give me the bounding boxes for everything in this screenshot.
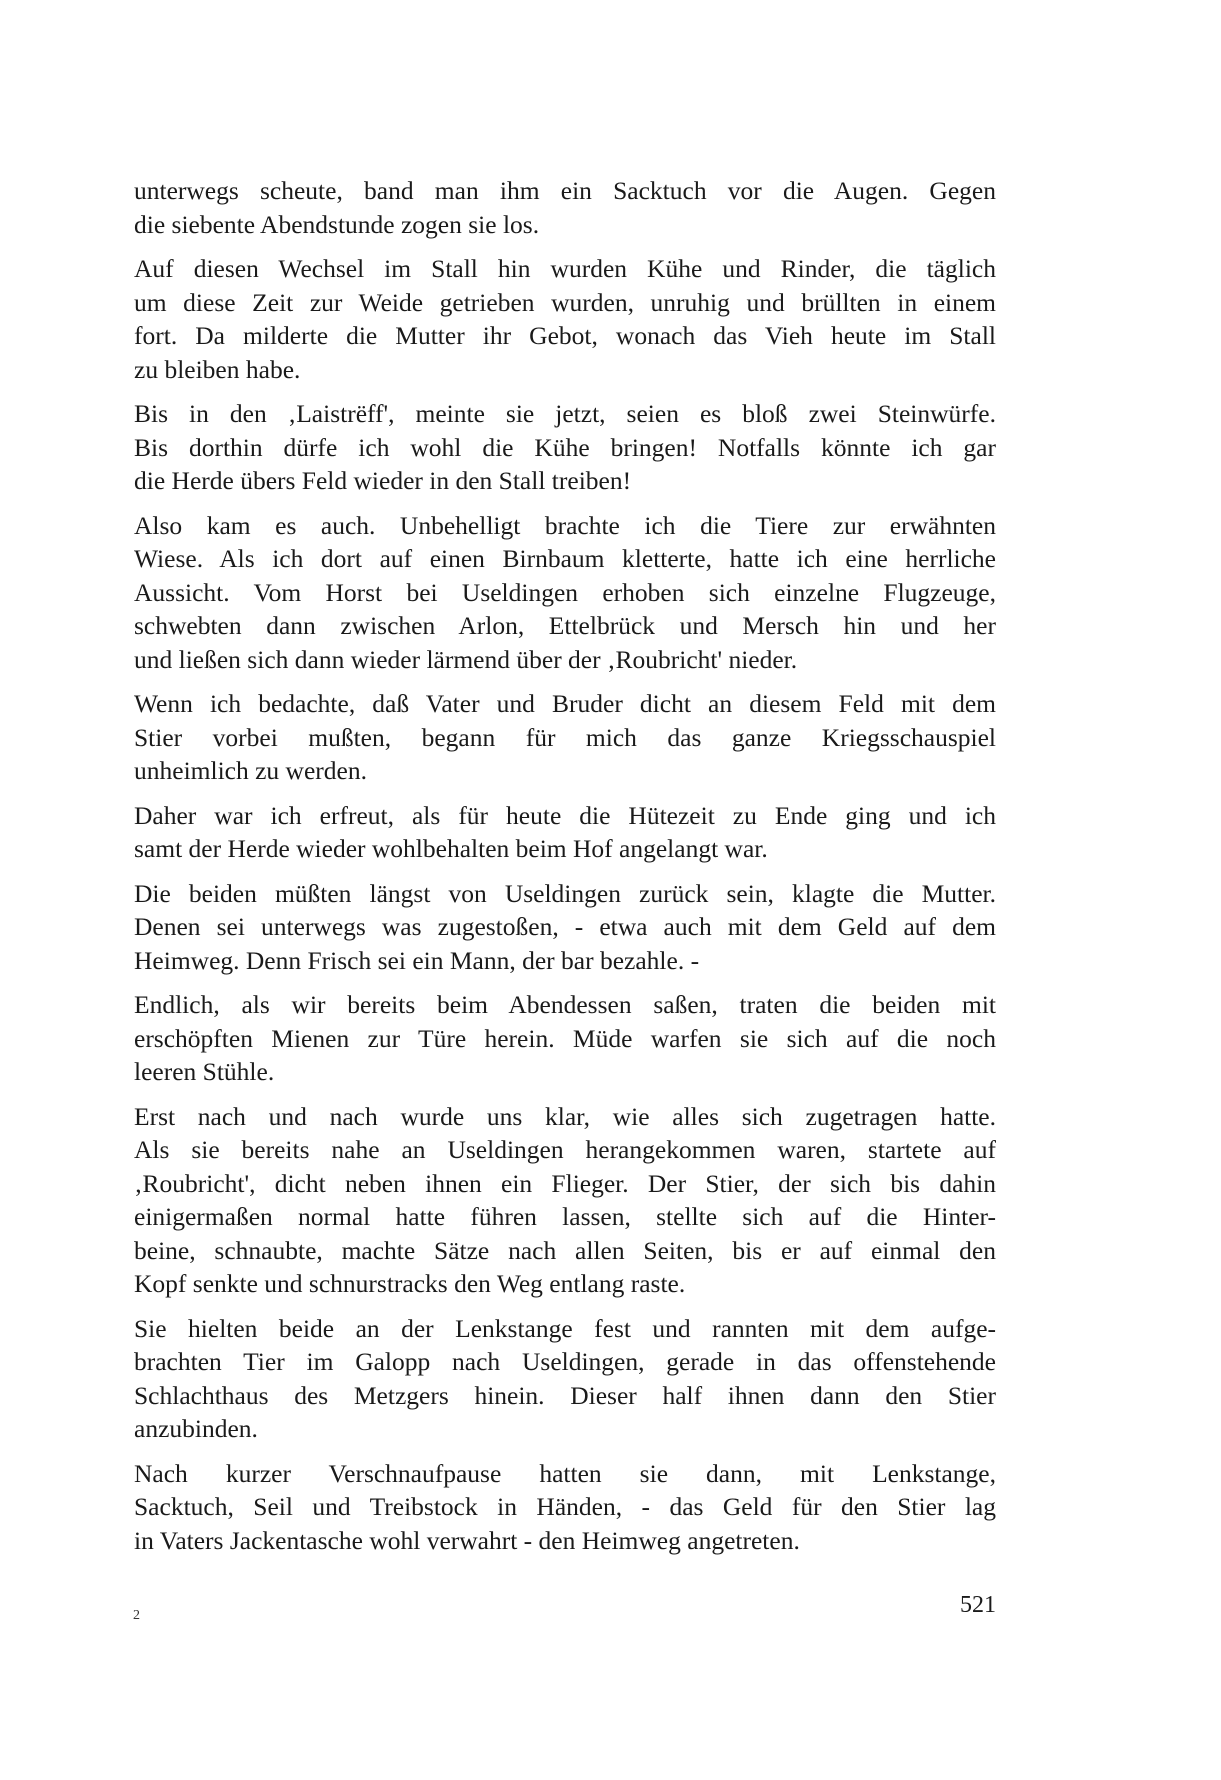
text-line: Heimweg. Denn Frisch sei ein Mann, der bar bezahle. - [134, 945, 700, 975]
paragraph [134, 988, 996, 1089]
text-line: in Vaters Jackentasche wohl verwahrt - den Heimweg angetreten. [134, 1525, 800, 1555]
text-line: Aussicht. Vom Horst bei Useldingen erhoben sich einzelne Flugzeuge, [134, 577, 996, 607]
text-line: Also kam es auch. Unbehelligt brachte ich die Tiere zur erwähnten [134, 510, 996, 540]
text-line: Denen sei unterwegs was zugestoßen, - etwa auch mit dem Geld auf dem [134, 912, 996, 941]
margin-mark: 2 [133, 1608, 140, 1623]
text-line: Schlachthaus des Metzgers hinein. Dieser half ihnen dann den Stier [134, 1380, 996, 1410]
text-line: leeren Stühle. [134, 1057, 275, 1086]
paragraph [134, 687, 996, 788]
text-line: fort. Da milderte die Mutter ihr Gebot, wonach das Vieh heute im Stall [134, 321, 996, 350]
text-line: Die beiden müßten längst von Useldingen zurück sein, klagte die Mutter. [134, 878, 996, 908]
paragraph [134, 509, 996, 677]
page-number: 521 [960, 1592, 996, 1618]
paragraph [134, 397, 996, 498]
text-line: Bis dorthin dürfe ich wohl die Kühe bringen! Notfalls könnte ich gar [134, 432, 996, 462]
paragraph [134, 1312, 996, 1446]
text-line: samt der Herde wieder wohlbehalten beim Hof angelangt war. [134, 834, 768, 863]
text-line: Wiese. Als ich dort auf einen Birnbaum kletterte, hatte ich eine herrliche [134, 544, 996, 573]
paragraph [134, 1100, 996, 1301]
text-line: Wenn ich bedachte, daß Vater und Bruder dicht an diesem Feld mit dem [134, 689, 996, 718]
text-line: die Herde übers Feld wieder in den Stall treiben! [134, 466, 632, 495]
text-line: schwebten dann zwischen Arlon, Ettelbrück und Mersch hin und her [134, 611, 996, 640]
text-line: brachten Tier im Galopp nach Useldingen, gerade in das offenstehende [134, 1347, 996, 1376]
text-line: einigermaßen normal hatte führen lassen, stellte sich auf die Hinter- [134, 1202, 996, 1231]
text-line: Nach kurzer Verschnaufpause hatten sie dann, mit Lenkstange, [134, 1458, 996, 1488]
paragraph [134, 1457, 996, 1558]
text-line: zu bleiben habe. [134, 354, 301, 384]
text-line: erschöpften Mienen zur Türe herein. Müde warfen sie sich auf die noch [134, 1023, 996, 1053]
text-line: ‚Roubricht', dicht neben ihnen ein Flieger. Der Stier, der sich bis dahin [134, 1168, 996, 1198]
text-line: unheimlich zu werden. [134, 756, 367, 785]
text-line: Als sie bereits nahe an Useldingen herangekommen waren, startete auf [134, 1135, 996, 1164]
paragraph [134, 174, 996, 241]
text-line: Kopf senkte und schnurstracks den Weg entlang raste. [134, 1269, 686, 1298]
text-line: und ließen sich dann wieder lärmend über der ‚Roubricht' nieder. [134, 644, 798, 674]
text-line: Daher war ich erfreut, als für heute die Hütezeit zu Ende ging und ich [134, 800, 996, 830]
text-line: Sacktuch, Seil und Treibstock in Händen, - das Geld für den Stier lag [134, 1492, 996, 1521]
text-line: die siebente Abendstunde zogen sie los. [134, 209, 540, 239]
text-line: Bis in den ‚Laistrëff', meinte sie jetzt, seien es bloß zwei Steinwürfe. [134, 399, 996, 428]
text-line: anzubinden. [134, 1414, 258, 1443]
text-line: Endlich, als wir bereits beim Abendessen saßen, traten die beiden mit [134, 990, 996, 1019]
body-text [134, 174, 996, 1568]
text-line: beine, schnaubte, machte Sätze nach allen Seiten, bis er auf einmal den [134, 1235, 996, 1265]
text-line: Sie hielten beide an der Lenkstange fest und rannten mit dem aufge- [134, 1313, 996, 1343]
text-line: Erst nach und nach wurde uns klar, wie alles sich zugetragen hatte. [134, 1101, 996, 1131]
paragraph [134, 799, 996, 866]
paragraph [134, 877, 996, 978]
text-line: Stier vorbei mußten, begann für mich das ganze Kriegsschauspiel [134, 722, 996, 752]
text-line: Auf diesen Wechsel im Stall hin wurden Kühe und Rinder, die täglich [134, 254, 996, 283]
text-line: um diese Zeit zur Weide getrieben wurden, unruhig und brüllten in einem [134, 287, 996, 317]
paragraph [134, 252, 996, 386]
text-line: unterwegs scheute, band man ihm ein Sacktuch vor die Augen. Gegen [134, 176, 996, 205]
